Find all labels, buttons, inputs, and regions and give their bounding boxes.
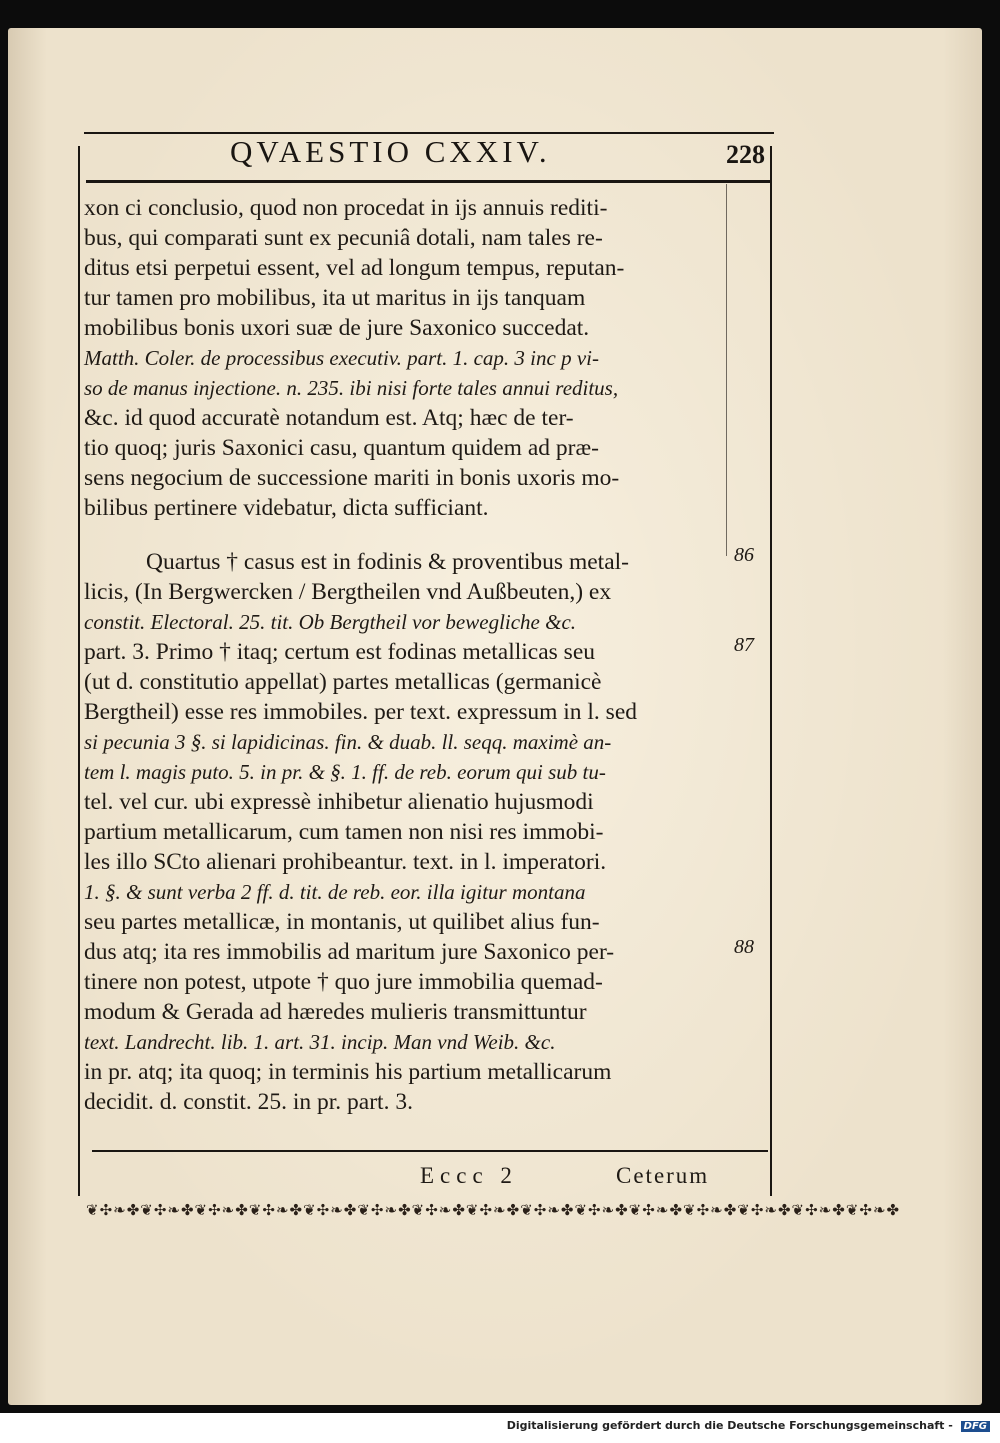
text-line: mobilibus bonis uxori suæ de jure Saxonico succedat. <box>84 315 590 341</box>
funding-footer <box>507 1419 990 1432</box>
funding-text: Digitalisierung gefördert durch die Deutsche Forschungsgemeinschaft - <box>506 1419 953 1432</box>
header-underline <box>86 180 772 183</box>
text-line: constit. Electoral. 25. tit. Ob Bergtheil vor bewegliche &c. <box>84 610 577 634</box>
margin-note: 88 <box>734 936 754 958</box>
text-line: sens negocium de successione mariti in bonis uxoris mo- <box>84 465 620 491</box>
text-line: 1. §. & sunt verba 2 ff. d. tit. de reb. eor. illa igitur montana <box>84 880 586 904</box>
text-line: Matth. Coler. de processibus executiv. part. 1. cap. 3 inc p vi- <box>84 346 599 370</box>
text-line: tinere non potest, utpote † quo jure immobilia quemad- <box>84 969 603 995</box>
text-line: xon ci conclusio, quod non procedat in ijs annuis rediti- <box>84 195 608 221</box>
right-frame-line <box>770 146 772 1196</box>
text-line: tem l. magis puto. 5. in pr. & §. 1. ff. de reb. eorum qui sub tu- <box>84 760 606 784</box>
text-line: tur tamen pro mobilibus, ita ut maritus in ijs tanquam <box>84 285 586 311</box>
text-line: les illo SCto alienari prohibeantur. text. in l. imperatori. <box>84 849 607 875</box>
text-column-right-line <box>726 184 727 556</box>
footer-rule <box>92 1150 768 1152</box>
text-line: in pr. atq; ita quoq; in terminis his partium metallicarum <box>84 1059 612 1085</box>
text-line: tel. vel cur. ubi expressè inhibetur alienatio hujusmodi <box>84 789 594 815</box>
text-line: tio quoq; juris Saxonici casu, quantum quidem ad præ- <box>84 435 599 461</box>
signature-mark: Eccc 2 <box>420 1163 518 1188</box>
text-line: (ut d. constitutio appellat) partes metallicas (germanicè <box>84 669 602 695</box>
ornament-border: ❦✣❧✤❦✣❧✤❦✣❧✤❦✣❧✤❦✣❧✤❦✣❧✤❦✣❧✤❦✣❧✤❦✣❧✤❦✣❧✤❦✣❧✤❦✣❧✤❦✣❧✤❦✣❧✤❦✣❧✤ <box>86 1201 901 1219</box>
text-line: dus atq; ita res immobilis ad maritum jure Saxonico per- <box>84 939 615 965</box>
left-frame-line <box>78 146 80 1196</box>
text-line: text. Landrecht. lib. 1. art. 31. incip. Man vnd Weib. &c. <box>84 1030 556 1054</box>
text-line: bus, qui comparati sunt ex pecuniâ dotali, nam tales re- <box>84 225 603 251</box>
text-line: &c. id quod accuratè notandum est. Atq; hæc de ter- <box>84 405 574 431</box>
running-title: QVAESTIO CXXIV. <box>230 134 551 169</box>
text-line: seu partes metallicæ, in montanis, ut quilibet alius fun- <box>84 909 600 935</box>
text-line: decidit. d. constit. 25. in pr. part. 3. <box>84 1089 413 1115</box>
margin-note: 86 <box>734 544 754 566</box>
text-line: partium metallicarum, cum tamen non nisi res immobi- <box>84 819 604 845</box>
text-line: modum & Gerada ad hæredes mulieris transmittuntur <box>84 999 587 1025</box>
text-line: Bergtheil) esse res immobiles. per text. expressum in l. sed <box>84 699 638 725</box>
text-line: ditus etsi perpetui essent, vel ad longum tempus, reputan- <box>84 255 625 281</box>
text-line: si pecunia 3 §. si lapidicinas. fin. & duab. ll. seqq. maximè an- <box>84 730 612 754</box>
text-line: Quartus † casus est in fodinis & proventibus metal- <box>146 549 629 575</box>
catchword: Ceterum <box>616 1163 710 1188</box>
page-number: 228 <box>726 140 765 169</box>
margin-note: 87 <box>734 634 754 656</box>
text-line: so de manus injectione. n. 235. ibi nisi forte tales annui reditus, <box>84 376 619 400</box>
text-line: part. 3. Primo † itaq; certum est fodinas metallicas seu <box>84 639 595 665</box>
text-line: licis, (In Bergwercken / Bergtheilen vnd Außbeuten,) ex <box>84 579 612 605</box>
dfg-logo: DFG <box>961 1421 990 1432</box>
text-line: bilibus pertinere videbatur, dicta sufficiant. <box>84 495 489 521</box>
